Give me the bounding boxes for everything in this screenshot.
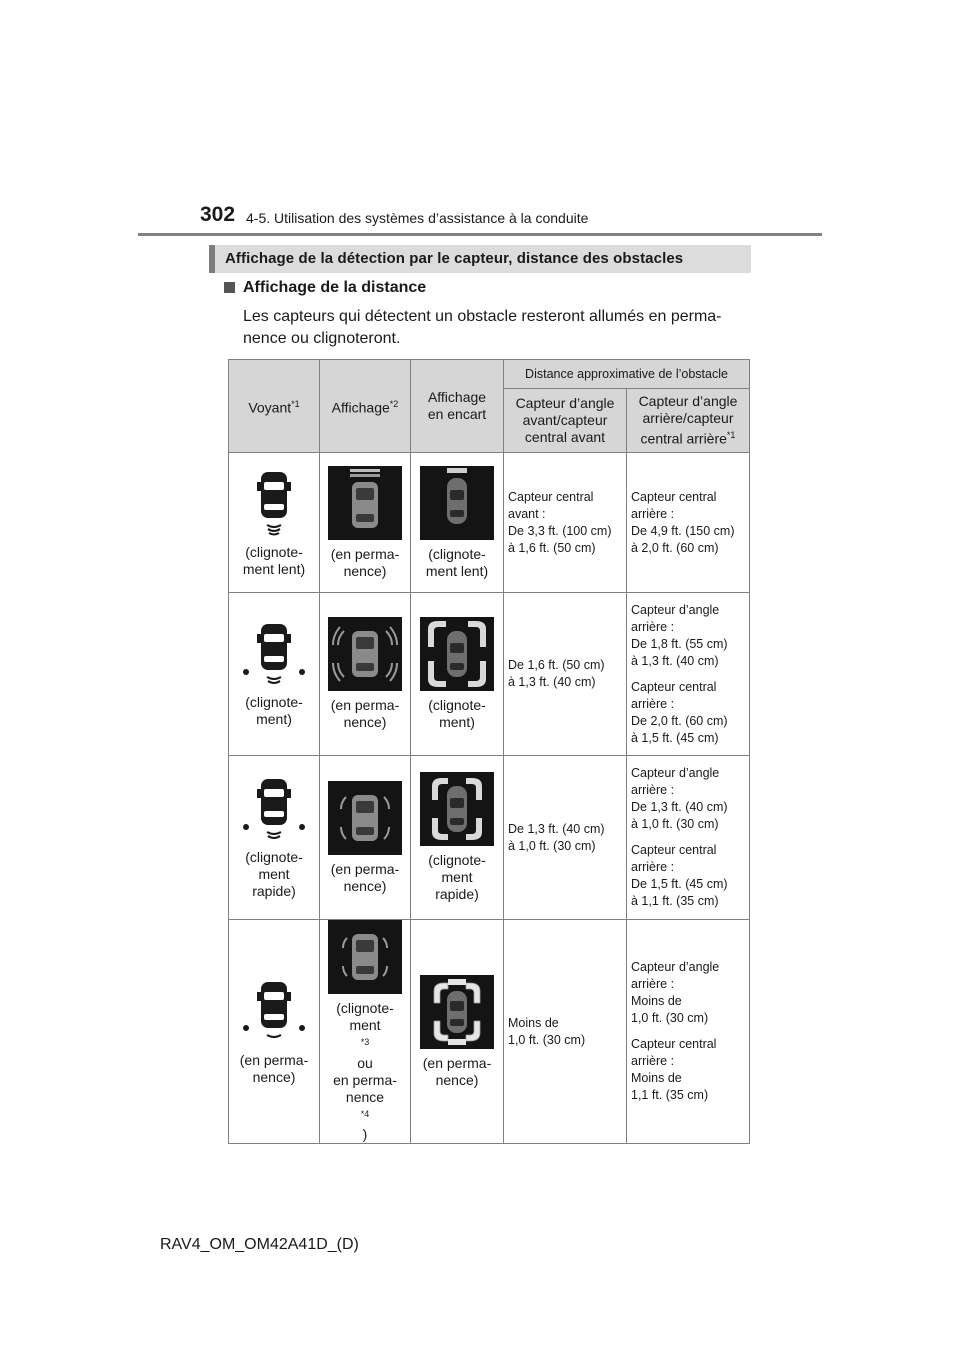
header-affichage xyxy=(320,360,411,453)
rear-distance-cell xyxy=(627,453,750,593)
caption-line: (clignote- xyxy=(245,694,303,710)
voyant-cell xyxy=(229,920,320,1144)
table-row xyxy=(229,593,750,756)
text-line: à 1,3 ft. (40 cm) xyxy=(508,675,596,689)
text-line: Moins de xyxy=(631,994,682,1009)
caption-line: nence) xyxy=(252,1068,296,1085)
text-line: à 1,5 ft. (45 cm) xyxy=(631,730,719,745)
header-encart-line: Affichage xyxy=(427,389,487,405)
header-distance: Distance approximative de l’obstacle xyxy=(504,360,750,389)
caption-line: (clignote- xyxy=(245,849,303,865)
display-screen-icon xyxy=(328,781,402,855)
text-line: Capteur central xyxy=(631,489,717,504)
text-line: De 1,8 ft. (55 cm) xyxy=(631,636,728,651)
front-distance-cell xyxy=(504,756,627,920)
header-voyant xyxy=(229,360,320,453)
text-line: De 2,0 ft. (60 cm) xyxy=(631,713,728,728)
inset-display-icon xyxy=(420,975,494,1049)
header-affichage-label: Affichage xyxy=(331,399,390,416)
intro-text-line: nence ou clignoteront. xyxy=(243,330,401,347)
text-line: à 2,0 ft. (60 cm) xyxy=(631,540,719,555)
header-voyant-label: Voyant xyxy=(248,399,292,416)
inset-display-icon xyxy=(420,772,494,846)
section-heading-band xyxy=(209,245,751,273)
caption-line: nence) xyxy=(343,714,387,730)
text-line: arrière : xyxy=(631,977,675,992)
caption-line: (clignote- xyxy=(428,545,486,562)
caption-line: (clignote- xyxy=(428,697,486,713)
caption-line: (en perma- xyxy=(330,860,400,877)
text-line: Capteur central xyxy=(508,489,594,504)
page-number: 302 xyxy=(200,203,236,226)
caption-text: ment xyxy=(349,1017,381,1033)
footnote-ref: *1 xyxy=(726,430,736,441)
car-sensor-indicator-icon xyxy=(236,978,312,1046)
caption-line: nence) xyxy=(435,1071,479,1088)
text-line: Capteur central xyxy=(631,843,717,857)
footnote-ref: *4 xyxy=(360,1108,370,1119)
text-line: De 1,5 ft. (45 cm) xyxy=(631,877,728,891)
text-line: Capteur central xyxy=(631,1037,717,1052)
text-line: à 1,0 ft. (30 cm) xyxy=(508,838,596,853)
caption-line: (clignote- xyxy=(336,1000,394,1016)
caption-line: (en perma- xyxy=(330,545,400,562)
caption-line: rapide) xyxy=(252,883,296,899)
affichage-cell xyxy=(320,756,411,920)
text-line: Capteur d’angle xyxy=(631,602,720,617)
text-line: à 1,3 ft. (40 cm) xyxy=(631,653,719,668)
section-title: Affichage de la détection par le capteur, distance des obstacles xyxy=(225,250,684,267)
caption-line: en perma- xyxy=(333,1071,397,1088)
distance-display-table xyxy=(228,359,750,1144)
square-bullet-icon xyxy=(224,282,235,293)
text-line: arrière : xyxy=(631,860,675,874)
text-line: Capteur d’angle xyxy=(631,766,720,780)
header-rear-line-text: central arrière xyxy=(640,430,727,447)
table-row xyxy=(229,920,750,1144)
caption-line: ment) xyxy=(439,714,475,730)
caption-line xyxy=(320,1017,410,1072)
text-line: à 1,6 ft. (50 cm) xyxy=(508,540,596,555)
car-sensor-indicator-icon xyxy=(244,468,304,538)
text-line: Moins de xyxy=(508,1015,559,1030)
header-encart-line: en encart xyxy=(427,406,487,422)
header-front-line: central avant xyxy=(524,429,606,445)
display-screen-icon xyxy=(328,617,402,691)
front-distance-cell xyxy=(504,453,627,593)
car-sensor-indicator-icon xyxy=(236,775,312,843)
affichage-cell xyxy=(320,920,411,1144)
voyant-cell xyxy=(229,756,320,920)
caption-text: ) xyxy=(362,1126,368,1143)
text-line: 1,0 ft. (30 cm) xyxy=(508,1032,586,1047)
text-line: Capteur central xyxy=(631,679,717,694)
header-front-line: Capteur d’angle xyxy=(515,395,615,411)
front-distance-cell xyxy=(504,920,627,1144)
text-line: à 1,1 ft. (35 cm) xyxy=(631,894,719,908)
document-code: RAV4_OM_OM42A41D_(D) xyxy=(160,1236,359,1253)
display-screen-icon xyxy=(328,466,402,540)
caption-line: nence) xyxy=(343,562,387,579)
running-head: 4-5. Utilisation des systèmes d’assistance à la conduite xyxy=(246,210,589,226)
encart-cell xyxy=(411,593,504,756)
text-line: 1,0 ft. (30 cm) xyxy=(631,1011,709,1026)
text-line: Capteur d’angle xyxy=(631,960,720,975)
header-front-line: avant/capteur xyxy=(522,412,608,428)
encart-cell xyxy=(411,920,504,1144)
inset-display-icon xyxy=(420,466,494,540)
caption-line xyxy=(320,1089,410,1144)
text-line: De 4,9 ft. (150 cm) xyxy=(631,523,735,538)
caption-line: ment) xyxy=(256,711,292,727)
caption-line: rapide) xyxy=(435,886,479,902)
text-line: arrière : xyxy=(631,506,675,521)
table-row xyxy=(229,453,750,593)
text-line: 1,1 ft. (35 cm) xyxy=(631,1088,709,1103)
caption-line: ment lent) xyxy=(425,562,489,579)
text-line: De 1,3 ft. (40 cm) xyxy=(631,800,728,814)
footnote-ref: *2 xyxy=(389,398,399,409)
header-front-sensor xyxy=(504,389,627,453)
caption-text: ou xyxy=(357,1054,373,1071)
header-rear-line: Capteur d’angle xyxy=(638,393,738,410)
intro-text-line: Les capteurs qui détectent un obstacle resteront allumés en perma- xyxy=(243,308,722,325)
inset-display-icon xyxy=(420,617,494,691)
caption-line: (clignote- xyxy=(428,852,486,868)
header-rear-sensor xyxy=(627,389,750,453)
subsection-title: Affichage de la distance xyxy=(243,279,427,296)
header-rear-line xyxy=(627,427,749,448)
text-line: De 1,3 ft. (40 cm) xyxy=(508,821,605,836)
rear-distance-cell xyxy=(627,920,750,1144)
text-line: à 1,0 ft. (30 cm) xyxy=(631,817,719,831)
front-distance-cell xyxy=(504,593,627,756)
encart-cell xyxy=(411,453,504,593)
caption-text: nence xyxy=(345,1088,385,1105)
table-row xyxy=(229,756,750,920)
rear-distance-cell xyxy=(627,756,750,920)
header-encart xyxy=(411,360,504,453)
footnote-ref: *3 xyxy=(360,1037,370,1047)
car-sensor-indicator-icon xyxy=(236,620,312,688)
voyant-cell xyxy=(229,593,320,756)
caption-line: (en perma- xyxy=(330,697,400,713)
text-line: De 3,3 ft. (100 cm) xyxy=(508,523,612,538)
caption-line: nence) xyxy=(343,877,387,894)
text-line: arrière : xyxy=(631,696,675,711)
text-line: arrière : xyxy=(631,1054,675,1069)
text-line: avant : xyxy=(508,506,546,521)
voyant-cell xyxy=(229,453,320,593)
text-line: arrière : xyxy=(631,619,675,634)
header-rule xyxy=(138,233,822,236)
caption-line: (en perma- xyxy=(239,1051,309,1068)
rear-distance-cell xyxy=(627,593,750,756)
affichage-cell xyxy=(320,453,411,593)
caption-line: (en perma- xyxy=(422,1054,492,1071)
text-line: De 1,6 ft. (50 cm) xyxy=(508,658,605,672)
display-screen-icon xyxy=(328,920,402,994)
caption-line: ment lent) xyxy=(242,560,306,577)
encart-cell xyxy=(411,756,504,920)
caption-line: (clignote- xyxy=(245,543,303,560)
header-rear-line: arrière/capteur xyxy=(642,410,734,427)
caption-line: ment xyxy=(441,869,473,885)
text-line: Moins de xyxy=(631,1071,682,1086)
text-line: arrière : xyxy=(631,783,675,797)
caption-line: ment xyxy=(258,866,290,882)
footnote-ref: *1 xyxy=(291,398,300,409)
affichage-cell xyxy=(320,593,411,756)
